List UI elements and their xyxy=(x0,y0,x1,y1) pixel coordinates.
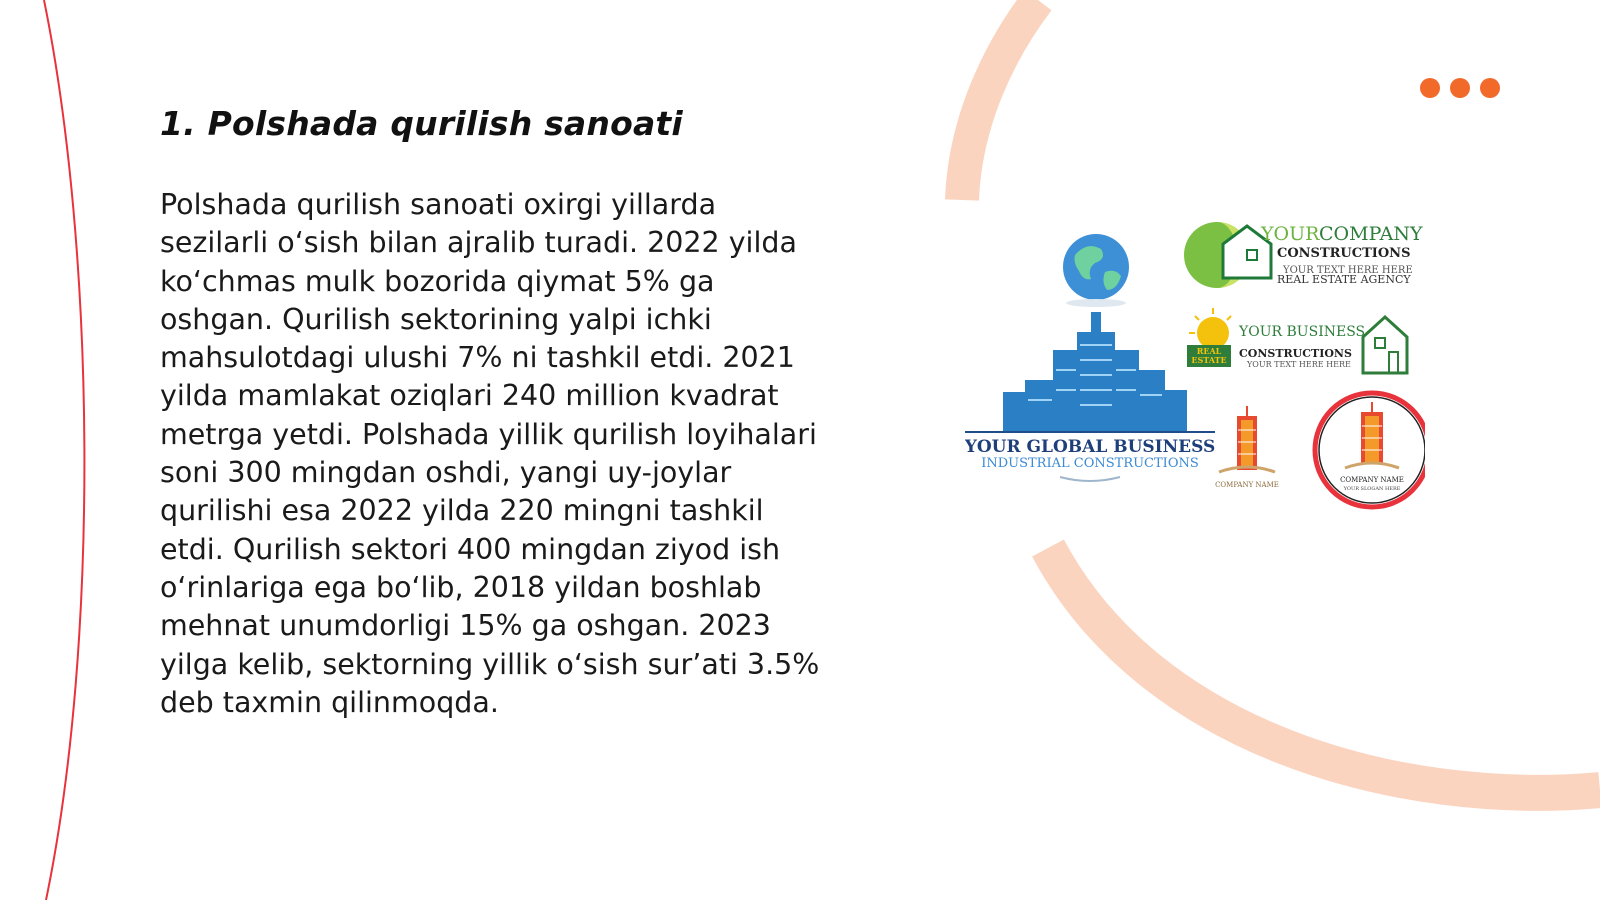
slide-title: 1. Polshada qurilish sanoati xyxy=(160,104,683,143)
dot xyxy=(1480,78,1500,98)
logo2-company: COMPANY xyxy=(1319,223,1423,245)
logo-your-business xyxy=(1187,308,1407,373)
dot xyxy=(1450,78,1470,98)
logo-tower-small xyxy=(1215,406,1279,489)
logo3-tagline: YOUR TEXT HERE HERE xyxy=(1247,360,1351,369)
menu-dots-icon xyxy=(1420,78,1500,98)
upper-peach-arc xyxy=(962,0,1038,200)
logo5-name: COMPANY NAME xyxy=(1340,476,1404,484)
logo2-tagline: YOUR TEXT HERE HERE xyxy=(1283,265,1413,276)
logo-your-company xyxy=(1184,222,1423,288)
left-red-curve xyxy=(44,0,84,900)
logo-tower-circle xyxy=(1315,393,1425,507)
construction-logos-image xyxy=(965,220,1425,530)
logo5-slogan: YOUR SLOGAN HERE xyxy=(1343,486,1401,492)
logo-global-business xyxy=(965,234,1215,481)
logo3-badge-estate: ESTATE xyxy=(1191,355,1227,365)
logo2-constructions: CONSTRUCTIONS xyxy=(1277,246,1411,261)
slide-body-text: Polshada qurilish sanoati oxirgi yillarda sezilarli o‘sish bilan ajralib turadi. 2022 yilda ko‘chmas mulk bozorida qiymat 5% ga oshgan. Qurilish sektorining yalpi ichki mahsulotdagi ulushi 7% ni tashkil etdi. 2021 yilda mamlakat oziqlari 240 million kvadrat metrga yetdi. Polshada yillik qurilish loyihalari soni 300 mingdan oshdi, yangi uy-joylar qurilishi esa 2022 yilda 220 mingni tashkil etdi. Qurilish sektori 400 mingdan ziyod ish o‘rinlariga ega bo‘lib, 2018 yildan boshlab mehnat unumdorligi 15% ga oshgan. 2023 yilga kelib, sektorning yillik o‘sish sur’ati 3.5% deb taxmin qilinmoqda. xyxy=(160,188,820,719)
sun-icon xyxy=(1197,317,1229,349)
logo1-line1: YOUR GLOBAL BUSINESS xyxy=(965,437,1216,457)
skyscraper-icon xyxy=(1003,312,1187,432)
logo3-badge-real: REAL xyxy=(1196,346,1222,356)
logo3-line1: YOUR BUSINESS xyxy=(1239,324,1366,340)
logo2-your: YOUR xyxy=(1261,223,1320,245)
globe-icon xyxy=(1063,234,1129,300)
logo3-constructions: CONSTRUCTIONS xyxy=(1239,347,1352,360)
logo2-agency: REAL ESTATE AGENCY xyxy=(1277,273,1411,286)
dot xyxy=(1420,78,1440,98)
logo4-name: COMPANY NAME xyxy=(1215,481,1279,489)
logo1-line2: INDUSTRIAL CONSTRUCTIONS xyxy=(981,456,1199,471)
lower-peach-arc xyxy=(1048,548,1600,793)
